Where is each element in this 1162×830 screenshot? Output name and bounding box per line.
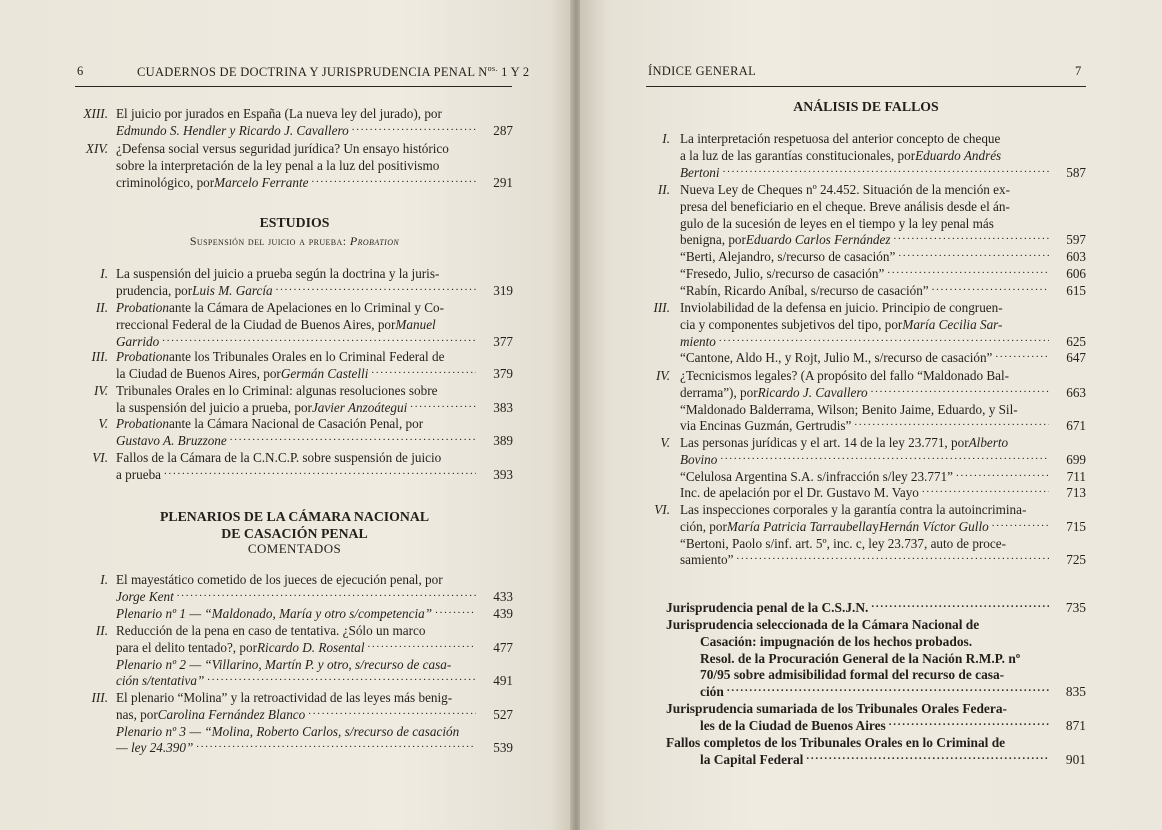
entry-text: Inviolabilidad de la defensa en juicio. Principio de congruen- [680, 300, 1003, 315]
entry-author: Ricardo D. Rosental [256, 639, 365, 655]
entry-author: Jorge Kent [116, 588, 174, 604]
entry-text: derrama”), por [680, 384, 758, 400]
right-page-number: 7 [1075, 64, 1082, 78]
entry-subitem: via Encinas Guzmán, Gertrudis” [680, 418, 852, 434]
entry-author: Hernán Víctor Gullo [878, 518, 989, 534]
entry-page: 871 [1065, 717, 1086, 733]
entry-text: a la luz de las garantías constitucionales, por [680, 147, 916, 163]
entry-page: 587 [1066, 164, 1086, 180]
entry-author: Alberto [968, 435, 1009, 450]
entry-text: y [872, 518, 879, 534]
left-page [0, 0, 572, 830]
entry-author: Ricardo J. Cavallero [757, 384, 868, 400]
toc-entry [76, 300, 513, 350]
entry-text: prudencia, por [116, 282, 193, 298]
toc-bold-entry [666, 617, 1086, 701]
entry-text: 70/95 sobre admisibilidad formal del recurso de casa- [700, 667, 1005, 683]
entry-text: Tribunales Orales en lo Criminal: algunas resoluciones sobre [116, 383, 438, 398]
entry-author: Marcelo Ferrante [214, 174, 309, 190]
entry-text: nas, por [116, 706, 158, 722]
entry-text: Probation [116, 349, 169, 364]
entry-text: la Ciudad de Buenos Aires, por [116, 365, 281, 381]
entry-text: benigna, por [680, 232, 746, 248]
entry-subitem: ción s/tentativa” [116, 673, 205, 689]
toc-entry [76, 416, 513, 450]
entry-author: María Patricia Tarraubella [726, 518, 873, 534]
left-page-number: 6 [77, 64, 84, 78]
entry-text: Jurisprudencia penal de la C.S.J.N. [666, 600, 869, 615]
entry-page: 393 [493, 466, 513, 482]
entry-text: La suspensión del juicio a prueba según la doctrina y la juris- [116, 266, 440, 281]
entry-page: 439 [493, 605, 513, 621]
left-head-rule [75, 86, 512, 87]
entry-number: IV. [655, 368, 670, 383]
section-subheading: Suspensión del juicio a prueba: Probation [189, 234, 400, 248]
entry-page: 377 [493, 333, 513, 349]
entry-number: VI. [654, 502, 670, 517]
entry-text: ante la Cámara de Apelaciones en lo Criminal y Co- [169, 300, 445, 315]
toc-bold-entry [666, 735, 1086, 769]
entry-subitem: Plenario nº 1 — “Maldonado, María y otro s/competencia” [116, 605, 433, 621]
entry-page: 389 [493, 432, 513, 448]
entry-page: 383 [493, 399, 513, 415]
entry-text: Fallos de la Cámara de la C.N.C.P. sobre suspensión de juicio [116, 450, 442, 465]
toc-entry [646, 368, 1086, 435]
entry-subitem: “Rabín, Ricardo Aníbal, s/recurso de casación” [680, 282, 929, 298]
toc-entry [76, 106, 513, 140]
right-running-head: ÍNDICE GENERAL [648, 64, 757, 78]
left-running-head: CUADERNOS DE DOCTRINA Y JURISPRUDENCIA PENAL $N^{os.}$ 1 Y 2 [137, 64, 530, 80]
right-head-rule [646, 86, 1086, 87]
entry-number: II. [95, 300, 108, 315]
entry-text: Las personas jurídicas y el art. 14 de la ley 23.771, por [680, 435, 969, 450]
entry-text: sobre la interpretación de la ley penal a la luz del positivismo [116, 157, 440, 173]
entry-page: 606 [1066, 265, 1086, 281]
entry-number: V. [98, 416, 108, 431]
entry-text: Probation [116, 416, 169, 431]
entry-page: 671 [1066, 418, 1086, 434]
entry-number: V. [660, 435, 670, 450]
entry-page: 735 [1065, 600, 1086, 615]
entry-text: Fallos completos de los Tribunales Orales en lo Criminal de [666, 735, 1006, 750]
entry-text: rreccional Federal de la Ciudad de Buenos Aires, por [116, 316, 396, 332]
entry-page: 291 [493, 174, 513, 190]
entry-number: I. [100, 572, 108, 587]
entry-page: 527 [493, 706, 513, 722]
entry-text: ción, por [680, 518, 727, 534]
entry-text: para el delito tentado?, por [116, 639, 257, 655]
entry-text: Jurisprudencia sumariada de los Tribunales Orales Federa- [666, 701, 1007, 716]
entry-author: Garrido [116, 333, 160, 349]
entry-text: ¿Defensa social versus seguridad jurídica? Un ensayo histórico [116, 141, 449, 156]
entry-page: 433 [493, 588, 513, 604]
entry-author: Javier Anzoátegui [311, 399, 408, 415]
entry-text: Reducción de la pena en caso de tentativa. ¿Sólo un marco [116, 623, 426, 638]
toc-entry [76, 349, 513, 383]
entry-page: 713 [1066, 485, 1086, 501]
entry-page: 597 [1066, 232, 1086, 248]
toc-entry [76, 383, 513, 417]
entry-page: 625 [1066, 333, 1086, 349]
entry-text: cia y componentes subjetivos del tipo, por [680, 316, 903, 332]
entry-author: Edmundo S. Hendler y Ricardo J. Cavallero [116, 122, 349, 138]
entry-subitem: “Berti, Alejandro, s/recurso de casación” [680, 249, 896, 265]
entry-subitem: “Celulosa Argentina S.A. s/infracción s/ley 23.771” [680, 468, 953, 484]
entry-author: Manuel [395, 316, 436, 332]
entry-subitem: Inc. de apelación por el Dr. Gustavo M. Vayo [680, 485, 919, 501]
entry-text: La interpretación respetuosa del anterior concepto de cheque [680, 131, 1001, 146]
entry-author: Germán Castelli [280, 365, 369, 381]
entry-page: 379 [493, 365, 513, 381]
entry-number: III. [91, 349, 108, 364]
toc-entry [646, 182, 1086, 300]
entry-page: 663 [1066, 384, 1086, 400]
entry-number: IV. [93, 383, 108, 398]
entry-text: gulo de la sucesión de leyes en el tiempo y la ley penal más [680, 215, 994, 231]
entry-text: la Capital Federal [700, 751, 804, 767]
entry-text: ante los Tribunales Orales en lo Criminal Federal de [169, 349, 445, 364]
entry-author: Luis M. García [192, 282, 273, 298]
entry-page: 647 [1066, 350, 1086, 366]
entry-page: 603 [1066, 249, 1086, 265]
toc-entry [646, 502, 1086, 569]
toc-bold-entry [666, 701, 1086, 735]
entry-number: I. [100, 266, 108, 281]
toc-bold-entry [666, 600, 1086, 617]
entry-number: I. [662, 131, 670, 146]
entry-number: III. [91, 690, 108, 705]
entry-subitem: samiento” [680, 552, 734, 568]
entry-text: ante la Cámara Nacional de Casación Penal, por [169, 416, 424, 431]
entry-page: 725 [1066, 552, 1086, 568]
entry-subitem: “Maldonado Balderrama, Wilson; Benito Jaime, Eduardo, y Sil- [680, 401, 1018, 417]
toc-entry [646, 131, 1086, 181]
entry-text: El plenario “Molina” y la retroactividad de las leyes más benig- [116, 690, 453, 705]
entry-text: ción [700, 684, 724, 700]
right-page [580, 0, 1162, 830]
entry-page: 835 [1065, 684, 1086, 700]
entry-author: Gustavo A. Bruzzone [116, 432, 227, 448]
entry-text: El juicio por jurados en España (La nueva ley del jurado), por [116, 106, 442, 121]
entry-page: 319 [493, 282, 513, 298]
entry-text: a prueba [116, 466, 162, 482]
entry-subitem: “Bertoni, Paolo s/inf. art. 5º, inc. c, ley 23.737, auto de proce- [680, 535, 1006, 551]
entry-author: miento [680, 333, 716, 349]
toc-entry [76, 623, 513, 690]
entry-page: 491 [493, 673, 513, 689]
entry-author: Carolina Fernández Blanco [157, 706, 306, 722]
entry-text: la suspensión del juicio a prueba, por [116, 399, 312, 415]
toc-entry [646, 300, 1086, 367]
entry-page: 615 [1066, 282, 1086, 298]
entry-text: criminológico, por [116, 174, 215, 190]
entry-subitem: “Fresedo, Julio, s/recurso de casación” [680, 265, 885, 281]
entry-page: 715 [1066, 518, 1086, 534]
entry-text: Jurisprudencia seleccionada de la Cámara Nacional de [666, 617, 980, 632]
entry-number: XIII. [83, 106, 108, 121]
toc-entry [76, 266, 513, 300]
entry-text: Probation [116, 300, 169, 315]
entry-page: 901 [1065, 751, 1086, 767]
entry-subitem: “Cantone, Aldo H., y Rojt, Julio M., s/recurso de casación” [680, 350, 993, 366]
entry-page: 287 [493, 122, 513, 138]
entry-text: Resol. de la Procuración General de la Nación R.M.P. nº [700, 650, 1021, 666]
entry-subitem: Plenario nº 3 — “Molina, Roberto Carlos, s/recurso de casación [116, 723, 460, 739]
entry-text: El mayestático cometido de los jueces de ejecución penal, por [116, 572, 443, 587]
section-heading-estudios: ESTUDIOS [259, 215, 330, 230]
entry-text: Casación: impugnación de los hechos probados. [700, 633, 973, 649]
entry-text: presa del beneficiario en el cheque. Breve análisis desde el án- [680, 198, 1010, 214]
toc-entry [76, 690, 513, 757]
entry-text: Las inspecciones corporales y la garantía contra la autoincrimina- [680, 502, 1027, 517]
entry-author: Eduardo Carlos Fernández [745, 232, 891, 248]
entry-author: María Cecilia Sar- [902, 316, 1003, 332]
entry-author: Eduardo Andrés [915, 147, 1002, 163]
entry-number: XIV. [85, 141, 108, 156]
entry-author: Bovino [680, 451, 718, 467]
section-heading-analisis: ANÁLISIS DE FALLOS [793, 99, 939, 114]
entry-number: II. [95, 623, 108, 638]
entry-text: ¿Tecnicismos legales? (A propósito del fallo “Maldonado Bal- [680, 368, 1010, 383]
entry-text: les de la Ciudad de Buenos Aires [700, 717, 886, 733]
entry-number: III. [653, 300, 670, 315]
toc-entry [76, 450, 513, 484]
toc-entry [76, 572, 513, 622]
entry-number: VI. [92, 450, 108, 465]
entry-number: II. [657, 182, 670, 197]
toc-entry [76, 141, 513, 191]
entry-subitem: Plenario nº 2 — “Villarino, Martín P. y otro, s/recurso de casa- [116, 656, 452, 672]
entry-text: Nueva Ley de Cheques nº 24.452. Situación de la mención ex- [680, 182, 1011, 197]
entry-subitem: — ley 24.390” [116, 740, 194, 756]
toc-entry [646, 435, 1086, 502]
entry-page: 711 [1066, 468, 1086, 484]
entry-author: Bertoni [680, 164, 720, 180]
entry-page: 539 [493, 740, 513, 756]
section-heading-plenarios: PLENARIOS DE LA CÁMARA NACIONAL DE CASACIÓN PENAL [159, 509, 430, 541]
entry-page: 699 [1066, 451, 1086, 467]
entry-page: 477 [493, 639, 513, 655]
section-subheading: COMENTADOS [247, 541, 342, 556]
